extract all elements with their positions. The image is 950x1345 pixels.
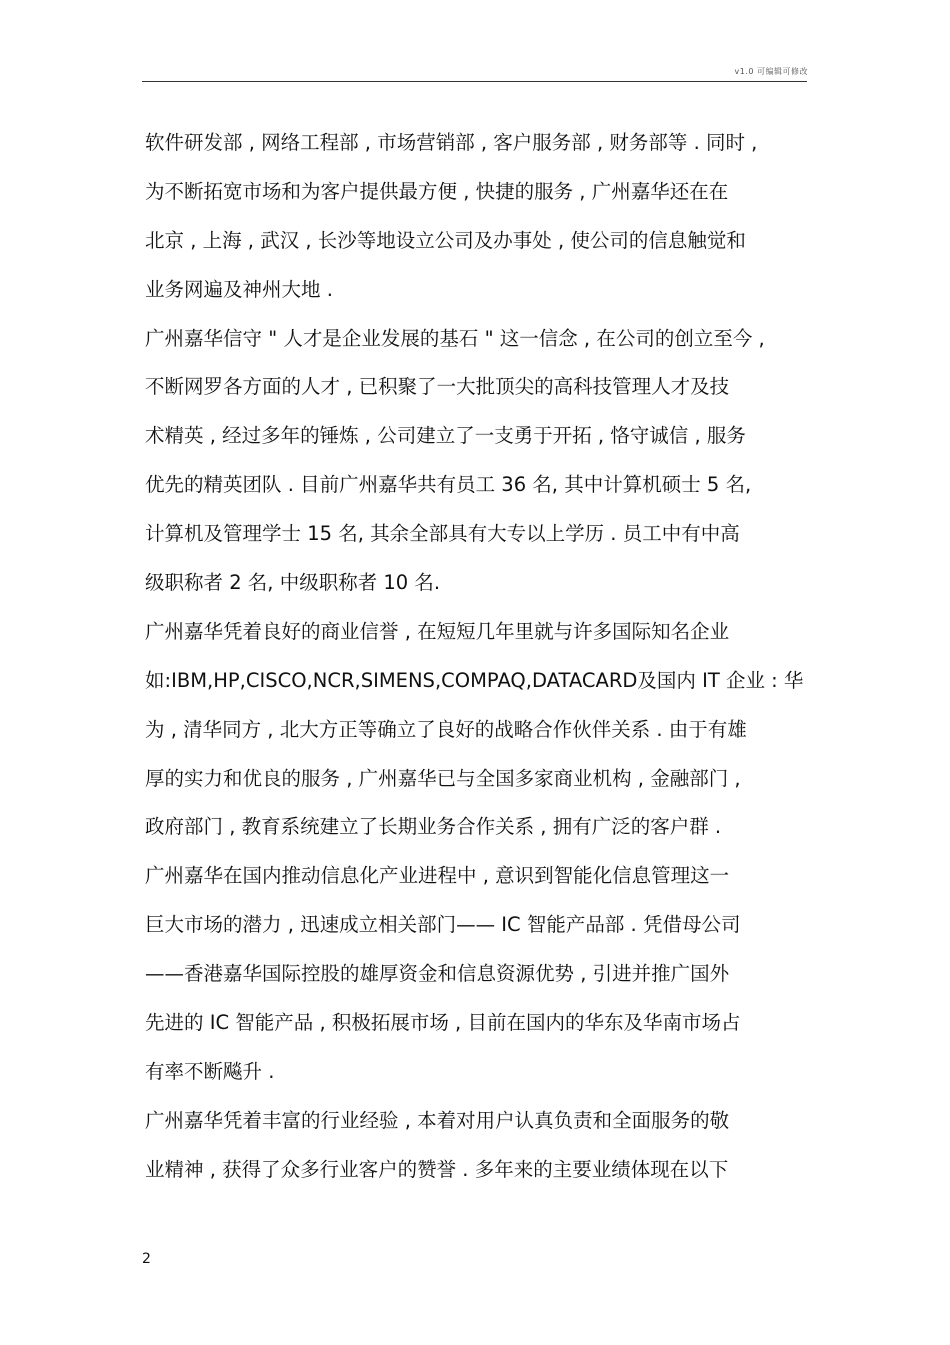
body-line: 业务网遍及神州大地 . — [145, 277, 333, 301]
body-line: 先进的 IC 智能产品 , 积极拓展市场 , 目前在国内的华东及华南市场占 — [145, 1011, 741, 1035]
body-line: 广州嘉华信守 " 人才是企业发展的基石 " 这一信念 , 在公司的创立至今 , — [145, 326, 765, 350]
body-line: 软件研发部 , 网络工程部 , 市场营销部 , 客户服务部 , 财务部等 . 同时 , — [145, 131, 758, 154]
page-number: 2 — [142, 1251, 151, 1267]
body-line: 为不断拓宽市场和为客户提供最方便 , 快捷的服务 , 广州嘉华还在在 — [145, 179, 729, 203]
body-line: 术精英 , 经过多年的锤炼 , 公司建立了一支勇于开拓 , 恪守诚信 , 服务 — [145, 424, 746, 448]
body-line: 广州嘉华在国内推动信息化产业进程中 , 意识到智能化信息管理这一 — [145, 864, 730, 888]
version-note: v1.0 可编辑可修改 — [734, 67, 808, 76]
body-line: 不断网罗各方面的人才 , 已积聚了一大批顶尖的高科技管理人才及技 — [145, 375, 730, 399]
body-line: 广州嘉华凭着良好的商业信誉 , 在短短几年里就与许多国际知名企业 — [145, 619, 730, 643]
body-line: 如:IBM,HP,CISCO,NCR,SIMENS,COMPAQ,DATACARD及国内 IT 企业 : 华 — [145, 668, 804, 692]
body-line: 计算机及管理学士 15 名, 其余全部具有大专以上学历 . 员工中有中高 — [145, 522, 740, 546]
body-line: 巨大市场的潜力 , 迅速成立相关部门—— IC 智能产品部 . 凭借母公司 — [145, 913, 741, 937]
document-body — [145, 121, 807, 1197]
body-line: 政府部门 , 教育系统建立了长期业务合作关系 , 拥有广泛的客户群 . — [145, 815, 722, 839]
body-line: 厚的实力和优良的服务 , 广州嘉华已与全国多家商业机构 , 金融部门 , — [145, 766, 741, 790]
body-line: 优先的精英团队 . 目前广州嘉华共有员工 36 名, 其中计算机硕士 5 名, — [145, 473, 752, 497]
body-line: 北京 , 上海 , 武汉 , 长沙等地设立公司及办事处 , 使公司的信息触觉和 — [145, 228, 746, 252]
body-line: 广州嘉华凭着丰富的行业经验 , 本着对用户认真负责和全面服务的敬 — [145, 1108, 730, 1132]
body-line: 有率不断飚升 . — [145, 1059, 275, 1083]
body-line: ——香港嘉华国际控股的雄厚资金和信息资源优势 , 引进并推广国外 — [145, 962, 730, 986]
body-line: 级职称者 2 名, 中级职称者 10 名. — [145, 571, 441, 595]
body-line: 业精神 , 获得了众多行业客户的赞誉 . 多年来的主要业绩体现在以下 — [145, 1157, 729, 1181]
body-line: 为 , 清华同方 , 北大方正等确立了良好的战略合作伙伴关系 . 由于有雄 — [145, 717, 747, 741]
header-divider — [142, 81, 807, 82]
